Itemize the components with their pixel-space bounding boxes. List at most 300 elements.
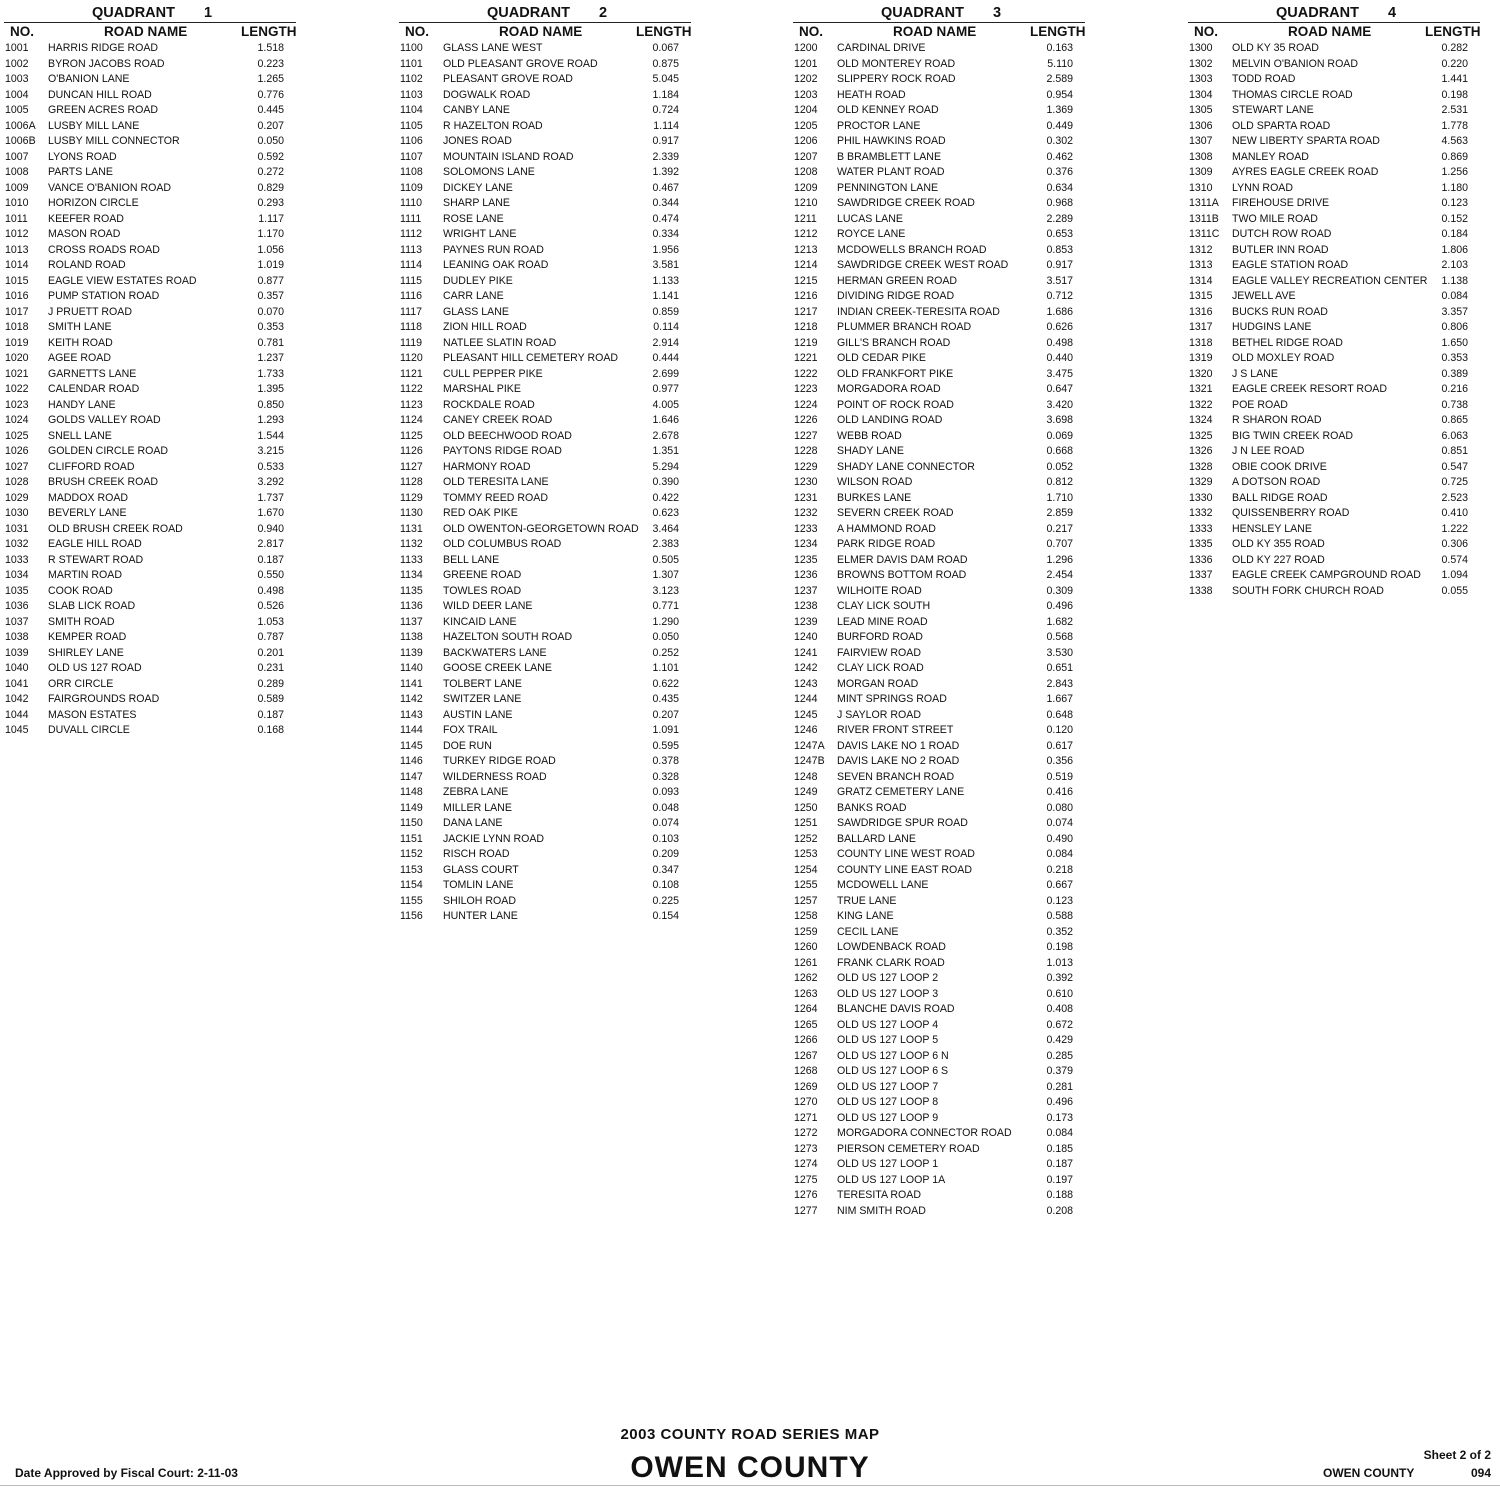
road-name: ELMER DAVIS DAM ROAD bbox=[837, 553, 968, 566]
road-length: 0.293 bbox=[257, 197, 284, 209]
road-name: LUSBY MILL LANE bbox=[48, 119, 140, 132]
road-number: 1004 bbox=[5, 88, 29, 101]
road-name: EAGLE STATION ROAD bbox=[1232, 259, 1349, 271]
road-number: 1213 bbox=[794, 243, 818, 256]
road-length: 1.053 bbox=[257, 615, 284, 628]
quadrant-title bbox=[4, 4, 296, 22]
road-number: 1024 bbox=[5, 414, 29, 426]
road-number: 1127 bbox=[400, 460, 423, 473]
road-name: J SAYLOR ROAD bbox=[837, 708, 921, 721]
road-name: SHILOH ROAD bbox=[443, 894, 516, 907]
road-number: 1210 bbox=[794, 197, 818, 209]
road-number: 1008 bbox=[5, 166, 29, 178]
road-length: 0.198 bbox=[1441, 88, 1468, 101]
road-number: 1307 bbox=[1189, 135, 1213, 147]
road-number: 1316 bbox=[1189, 305, 1213, 318]
table-row bbox=[4, 119, 296, 135]
road-rows bbox=[1188, 41, 1480, 599]
road-length: 0.865 bbox=[1441, 414, 1468, 426]
table-row bbox=[793, 522, 1085, 538]
road-number: 1214 bbox=[794, 259, 818, 271]
road-name: OLD US 127 LOOP 6 S bbox=[837, 1065, 949, 1077]
road-length: 0.410 bbox=[1441, 507, 1468, 519]
table-row bbox=[793, 41, 1085, 57]
road-name: ORR CIRCLE bbox=[48, 677, 114, 690]
road-number: 1259 bbox=[794, 925, 818, 938]
road-length: 2.339 bbox=[652, 150, 679, 163]
road-length: 0.519 bbox=[1046, 770, 1073, 783]
road-length: 3.292 bbox=[257, 476, 284, 488]
table-row bbox=[399, 894, 691, 910]
table-row bbox=[793, 646, 1085, 662]
table-row bbox=[399, 847, 691, 863]
road-length: 0.574 bbox=[1441, 553, 1468, 566]
road-length: 0.496 bbox=[1046, 600, 1073, 612]
road-length: 4.563 bbox=[1441, 135, 1468, 147]
table-row bbox=[399, 661, 691, 677]
road-length: 2.589 bbox=[1046, 73, 1073, 85]
road-name: OBIE COOK DRIVE bbox=[1232, 460, 1327, 473]
road-number: 1009 bbox=[5, 181, 29, 194]
road-number: 1241 bbox=[794, 646, 818, 659]
road-length: 3.420 bbox=[1046, 398, 1073, 411]
road-number: 1320 bbox=[1189, 367, 1213, 380]
road-length: 0.052 bbox=[1046, 460, 1073, 473]
road-number: 1104 bbox=[400, 104, 423, 116]
road-number: 1107 bbox=[400, 150, 423, 163]
road-length: 1.518 bbox=[257, 42, 284, 54]
quadrant-2-table bbox=[399, 4, 691, 925]
road-name: WILHOITE ROAD bbox=[837, 584, 922, 597]
road-length: 0.917 bbox=[652, 135, 679, 147]
road-length: 0.623 bbox=[652, 507, 679, 519]
table-row bbox=[1188, 522, 1480, 538]
table-row bbox=[793, 1142, 1085, 1158]
table-row bbox=[399, 274, 691, 290]
road-number: 1103 bbox=[400, 88, 423, 101]
table-row bbox=[793, 320, 1085, 336]
table-row bbox=[793, 1018, 1085, 1034]
road-number: 1131 bbox=[400, 522, 423, 535]
header-length: LENGTH bbox=[1425, 24, 1481, 39]
road-length: 1.138 bbox=[1441, 274, 1468, 287]
table-row bbox=[399, 568, 691, 584]
road-number: 1001 bbox=[5, 42, 29, 54]
table-row bbox=[793, 816, 1085, 832]
road-length: 1.101 bbox=[652, 662, 679, 674]
road-length: 0.416 bbox=[1046, 786, 1073, 798]
table-row bbox=[793, 398, 1085, 414]
table-row bbox=[4, 258, 296, 274]
road-length: 0.216 bbox=[1441, 383, 1468, 395]
table-row bbox=[399, 801, 691, 817]
road-length: 3.698 bbox=[1046, 414, 1073, 426]
road-length: 0.084 bbox=[1441, 290, 1468, 302]
table-row bbox=[399, 723, 691, 739]
road-length: 1.307 bbox=[652, 569, 679, 581]
road-name: SHADY LANE CONNECTOR bbox=[837, 460, 975, 473]
road-length: 3.123 bbox=[652, 584, 679, 597]
road-name: OLD US 127 LOOP 8 bbox=[837, 1096, 939, 1108]
table-row bbox=[793, 336, 1085, 352]
road-number: 1152 bbox=[400, 848, 423, 860]
road-length: 1.170 bbox=[257, 228, 284, 240]
road-name: A DOTSON ROAD bbox=[1232, 476, 1321, 488]
road-name: OLD MOXLEY ROAD bbox=[1232, 352, 1335, 364]
road-length: 0.173 bbox=[1046, 1111, 1073, 1124]
road-name: OLD US 127 LOOP 6 N bbox=[837, 1049, 949, 1062]
road-name: LEAD MINE ROAD bbox=[837, 615, 928, 628]
road-name: TWO MILE ROAD bbox=[1232, 212, 1318, 225]
road-number: 1125 bbox=[400, 429, 423, 442]
road-name: NATLEE SLATIN ROAD bbox=[443, 336, 557, 349]
table-row bbox=[399, 739, 691, 755]
road-number: 1140 bbox=[400, 662, 423, 674]
road-number: 1137 bbox=[400, 615, 423, 628]
road-name: HEATH ROAD bbox=[837, 88, 906, 101]
road-length: 1.056 bbox=[257, 243, 284, 256]
road-length: 3.530 bbox=[1046, 646, 1073, 659]
road-length: 0.353 bbox=[257, 321, 284, 333]
road-number: 1035 bbox=[5, 584, 29, 597]
table-row bbox=[793, 72, 1085, 88]
road-name: OLD US 127 ROAD bbox=[48, 662, 142, 674]
table-row bbox=[793, 739, 1085, 755]
road-name: TURKEY RIDGE ROAD bbox=[443, 755, 556, 767]
road-number: 1121 bbox=[400, 367, 423, 380]
road-number: 1263 bbox=[794, 987, 818, 1000]
road-name: DICKEY LANE bbox=[443, 181, 513, 194]
road-name: CALENDAR ROAD bbox=[48, 383, 140, 395]
road-number: 1144 bbox=[400, 724, 423, 736]
road-length: 0.252 bbox=[652, 646, 679, 659]
table-row bbox=[793, 925, 1085, 941]
road-name: KEMPER ROAD bbox=[48, 631, 127, 643]
road-name: QUISSENBERRY ROAD bbox=[1232, 507, 1350, 519]
road-number: 1040 bbox=[5, 662, 29, 674]
road-number: 1135 bbox=[400, 584, 423, 597]
road-length: 1.222 bbox=[1441, 522, 1468, 535]
road-length: 0.787 bbox=[257, 631, 284, 643]
road-length: 1.395 bbox=[257, 383, 284, 395]
road-length: 0.074 bbox=[652, 817, 679, 829]
road-length: 0.875 bbox=[652, 57, 679, 70]
table-row bbox=[793, 723, 1085, 739]
road-name: SAWDRIDGE CREEK ROAD bbox=[837, 197, 975, 209]
road-number: 1315 bbox=[1189, 290, 1213, 302]
road-number: 1120 bbox=[400, 352, 423, 364]
road-number: 1230 bbox=[794, 476, 818, 488]
road-length: 0.185 bbox=[1046, 1142, 1073, 1155]
road-number: 1102 bbox=[400, 73, 423, 85]
road-number: 1124 bbox=[400, 414, 423, 426]
road-number: 1311A bbox=[1189, 197, 1219, 209]
table-row bbox=[793, 196, 1085, 212]
table-row bbox=[399, 165, 691, 181]
road-name: SWITZER LANE bbox=[443, 693, 522, 705]
quadrant-number: 1 bbox=[204, 5, 213, 21]
road-name: EAGLE HILL ROAD bbox=[48, 538, 142, 550]
table-row bbox=[4, 243, 296, 259]
road-name: CULL PEPPER PIKE bbox=[443, 367, 543, 380]
road-name: BRUSH CREEK ROAD bbox=[48, 476, 159, 488]
road-number: 1143 bbox=[400, 708, 423, 721]
road-number: 1006A bbox=[5, 119, 36, 132]
road-length: 0.853 bbox=[1046, 243, 1073, 256]
road-name: ZEBRA LANE bbox=[443, 786, 509, 798]
road-length: 0.217 bbox=[1046, 522, 1073, 535]
road-number: 1242 bbox=[794, 662, 818, 674]
header-length: LENGTH bbox=[1030, 24, 1086, 39]
road-length: 0.070 bbox=[257, 305, 284, 318]
road-number: 1010 bbox=[5, 197, 29, 209]
road-number: 1276 bbox=[794, 1189, 818, 1201]
table-row bbox=[793, 1126, 1085, 1142]
road-name: GLASS LANE bbox=[443, 305, 509, 318]
table-row bbox=[4, 708, 296, 724]
road-name: HENSLEY LANE bbox=[1232, 522, 1312, 535]
road-name: CLAY LICK SOUTH bbox=[837, 600, 931, 612]
road-number: 1128 bbox=[400, 476, 423, 488]
table-row bbox=[399, 537, 691, 553]
road-name: MOUNTAIN ISLAND ROAD bbox=[443, 150, 574, 163]
road-number: 1130 bbox=[400, 507, 423, 519]
road-number: 1023 bbox=[5, 398, 29, 411]
road-name: MCDOWELLS BRANCH ROAD bbox=[837, 243, 987, 256]
road-length: 0.187 bbox=[257, 553, 284, 566]
road-name: OLD TERESITA LANE bbox=[443, 476, 549, 488]
table-row bbox=[399, 785, 691, 801]
road-number: 1221 bbox=[794, 352, 818, 364]
table-row bbox=[399, 398, 691, 414]
table-row bbox=[4, 646, 296, 662]
road-name: PHIL HAWKINS ROAD bbox=[837, 135, 946, 147]
road-length: 0.505 bbox=[652, 553, 679, 566]
header-length: LENGTH bbox=[636, 24, 692, 39]
road-name: OLD US 127 LOOP 4 bbox=[837, 1018, 939, 1031]
table-row bbox=[399, 863, 691, 879]
road-length: 0.724 bbox=[652, 104, 679, 116]
road-length: 0.850 bbox=[257, 398, 284, 411]
road-number: 1228 bbox=[794, 445, 818, 457]
road-length: 0.048 bbox=[652, 801, 679, 814]
table-row bbox=[4, 553, 296, 569]
table-row bbox=[399, 367, 691, 383]
table-row bbox=[793, 1095, 1085, 1111]
road-name: PUMP STATION ROAD bbox=[48, 290, 160, 302]
road-name: OLD US 127 LOOP 5 bbox=[837, 1034, 939, 1046]
road-length: 2.523 bbox=[1441, 491, 1468, 504]
table-row bbox=[1188, 57, 1480, 73]
table-row bbox=[793, 382, 1085, 398]
road-length: 2.678 bbox=[652, 429, 679, 442]
road-name: PIERSON CEMETERY ROAD bbox=[837, 1142, 980, 1155]
table-row bbox=[793, 444, 1085, 460]
road-name: JACKIE LYNN ROAD bbox=[443, 832, 545, 845]
road-name: CROSS ROADS ROAD bbox=[48, 243, 160, 256]
road-number: 1246 bbox=[794, 724, 818, 736]
road-number: 1324 bbox=[1189, 414, 1213, 426]
road-length: 0.207 bbox=[257, 119, 284, 132]
road-number: 1223 bbox=[794, 383, 818, 395]
road-length: 0.725 bbox=[1441, 476, 1468, 488]
road-length: 0.610 bbox=[1046, 987, 1073, 1000]
road-length: 0.084 bbox=[1046, 848, 1073, 860]
road-number: 1270 bbox=[794, 1096, 818, 1108]
quadrant-3-table bbox=[793, 4, 1085, 1219]
road-name: BELL LANE bbox=[443, 553, 500, 566]
road-number: 1126 bbox=[400, 445, 423, 457]
table-row bbox=[793, 1002, 1085, 1018]
road-name: OLD US 127 LOOP 7 bbox=[837, 1080, 939, 1093]
table-row bbox=[1188, 367, 1480, 383]
table-row bbox=[399, 909, 691, 925]
road-name: LYONS ROAD bbox=[48, 150, 117, 163]
table-row bbox=[793, 227, 1085, 243]
road-number: 1306 bbox=[1189, 119, 1213, 132]
table-row bbox=[793, 599, 1085, 615]
table-row bbox=[399, 320, 691, 336]
road-length: 0.050 bbox=[652, 631, 679, 643]
road-length: 0.592 bbox=[257, 150, 284, 163]
road-length: 0.168 bbox=[257, 724, 284, 736]
table-row bbox=[793, 1080, 1085, 1096]
road-name: AUSTIN LANE bbox=[443, 708, 513, 721]
road-name: GOOSE CREEK LANE bbox=[443, 662, 552, 674]
table-row bbox=[1188, 212, 1480, 228]
road-name: DAVIS LAKE NO 1 ROAD bbox=[837, 739, 960, 752]
road-length: 0.188 bbox=[1046, 1189, 1073, 1201]
road-length: 0.851 bbox=[1441, 445, 1468, 457]
header-road-name: ROAD NAME bbox=[1288, 24, 1372, 39]
table-row bbox=[793, 289, 1085, 305]
road-number: 1020 bbox=[5, 352, 29, 364]
road-name: GRATZ CEMETERY LANE bbox=[837, 786, 965, 798]
road-number: 1300 bbox=[1189, 42, 1213, 54]
road-name: LEANING OAK ROAD bbox=[443, 259, 549, 271]
road-number: 1271 bbox=[794, 1111, 818, 1124]
road-name: FAIRVIEW ROAD bbox=[837, 646, 921, 659]
road-name: MORGADORA ROAD bbox=[837, 383, 941, 395]
road-length: 0.781 bbox=[257, 336, 284, 349]
road-name: FOX TRAIL bbox=[443, 724, 498, 736]
table-row bbox=[399, 413, 691, 429]
table-row bbox=[1188, 305, 1480, 321]
road-length: 0.588 bbox=[1046, 910, 1073, 922]
road-number: 1006B bbox=[5, 135, 36, 147]
road-name: MASON ESTATES bbox=[48, 708, 137, 721]
road-length: 1.351 bbox=[652, 445, 679, 457]
road-name: OLD KY 227 ROAD bbox=[1232, 553, 1325, 566]
road-name: POE ROAD bbox=[1232, 398, 1288, 411]
road-name: MANLEY ROAD bbox=[1232, 150, 1309, 163]
header-road-name: ROAD NAME bbox=[893, 24, 977, 39]
road-length: 1.237 bbox=[257, 352, 284, 364]
quadrant-label: QUADRANT bbox=[1276, 5, 1359, 21]
road-number: 1337 bbox=[1189, 569, 1213, 581]
road-number: 1042 bbox=[5, 693, 29, 705]
road-name: DOGWALK ROAD bbox=[443, 88, 531, 101]
road-name: LUSBY MILL CONNECTOR bbox=[48, 135, 180, 147]
table-row bbox=[793, 351, 1085, 367]
road-length: 0.209 bbox=[652, 848, 679, 860]
road-number: 1245 bbox=[794, 708, 818, 721]
road-number: 1033 bbox=[5, 553, 29, 566]
table-row bbox=[399, 227, 691, 243]
road-name: OLD PLEASANT GROVE ROAD bbox=[443, 57, 598, 70]
road-number: 1141 bbox=[400, 677, 423, 690]
table-row bbox=[399, 57, 691, 73]
road-length: 0.595 bbox=[652, 739, 679, 752]
road-length: 0.968 bbox=[1046, 197, 1073, 209]
road-number: 1154 bbox=[400, 879, 423, 891]
road-name: MILLER LANE bbox=[443, 801, 512, 814]
road-name: PLEASANT GROVE ROAD bbox=[443, 73, 573, 85]
road-number: 1118 bbox=[400, 321, 422, 333]
road-number: 1205 bbox=[794, 119, 818, 132]
road-name: HAZELTON SOUTH ROAD bbox=[443, 631, 573, 643]
road-length: 0.306 bbox=[1441, 538, 1468, 550]
table-row bbox=[1188, 196, 1480, 212]
table-row bbox=[399, 212, 691, 228]
road-name: SHARP LANE bbox=[443, 197, 510, 209]
road-length: 0.626 bbox=[1046, 321, 1073, 333]
road-name: BROWNS BOTTOM ROAD bbox=[837, 569, 967, 581]
road-name: CLIFFORD ROAD bbox=[48, 460, 135, 473]
road-number: 1211 bbox=[794, 212, 817, 225]
road-number: 1264 bbox=[794, 1003, 818, 1015]
table-row bbox=[793, 150, 1085, 166]
road-length: 1.184 bbox=[652, 88, 679, 101]
road-name: J S LANE bbox=[1232, 367, 1278, 380]
road-length: 0.449 bbox=[1046, 119, 1073, 132]
road-name: DUDLEY PIKE bbox=[443, 274, 513, 287]
road-number: 1272 bbox=[794, 1127, 818, 1139]
table-row bbox=[793, 57, 1085, 73]
road-number: 1206 bbox=[794, 135, 818, 147]
road-number: 1003 bbox=[5, 73, 29, 85]
road-length: 0.208 bbox=[1046, 1204, 1073, 1217]
road-length: 0.429 bbox=[1046, 1034, 1073, 1046]
road-number: 1112 bbox=[400, 228, 422, 240]
road-length: 0.462 bbox=[1046, 150, 1073, 163]
bottom-divider bbox=[0, 1485, 1500, 1486]
road-name: ROYCE LANE bbox=[837, 228, 906, 240]
quadrant-label: QUADRANT bbox=[881, 5, 964, 21]
road-length: 0.347 bbox=[652, 863, 679, 876]
road-name: GARNETTS LANE bbox=[48, 367, 137, 380]
table-row bbox=[793, 987, 1085, 1003]
table-row bbox=[793, 940, 1085, 956]
road-name: KINCAID LANE bbox=[443, 615, 517, 628]
road-name: DUTCH ROW ROAD bbox=[1232, 228, 1332, 240]
road-number: 1243 bbox=[794, 677, 818, 690]
road-length: 1.114 bbox=[653, 119, 679, 132]
table-row bbox=[399, 72, 691, 88]
table-row bbox=[793, 460, 1085, 476]
road-name: OLD BEECHWOOD ROAD bbox=[443, 429, 572, 442]
road-name: HORIZON CIRCLE bbox=[48, 197, 139, 209]
road-length: 1.180 bbox=[1441, 181, 1468, 194]
table-row bbox=[793, 615, 1085, 631]
road-number: 1016 bbox=[5, 290, 29, 302]
table-row bbox=[793, 692, 1085, 708]
table-row bbox=[793, 847, 1085, 863]
road-name: SMITH ROAD bbox=[48, 615, 115, 628]
table-row bbox=[793, 770, 1085, 786]
header-no: NO. bbox=[1194, 24, 1219, 39]
road-number: 1317 bbox=[1189, 321, 1213, 333]
